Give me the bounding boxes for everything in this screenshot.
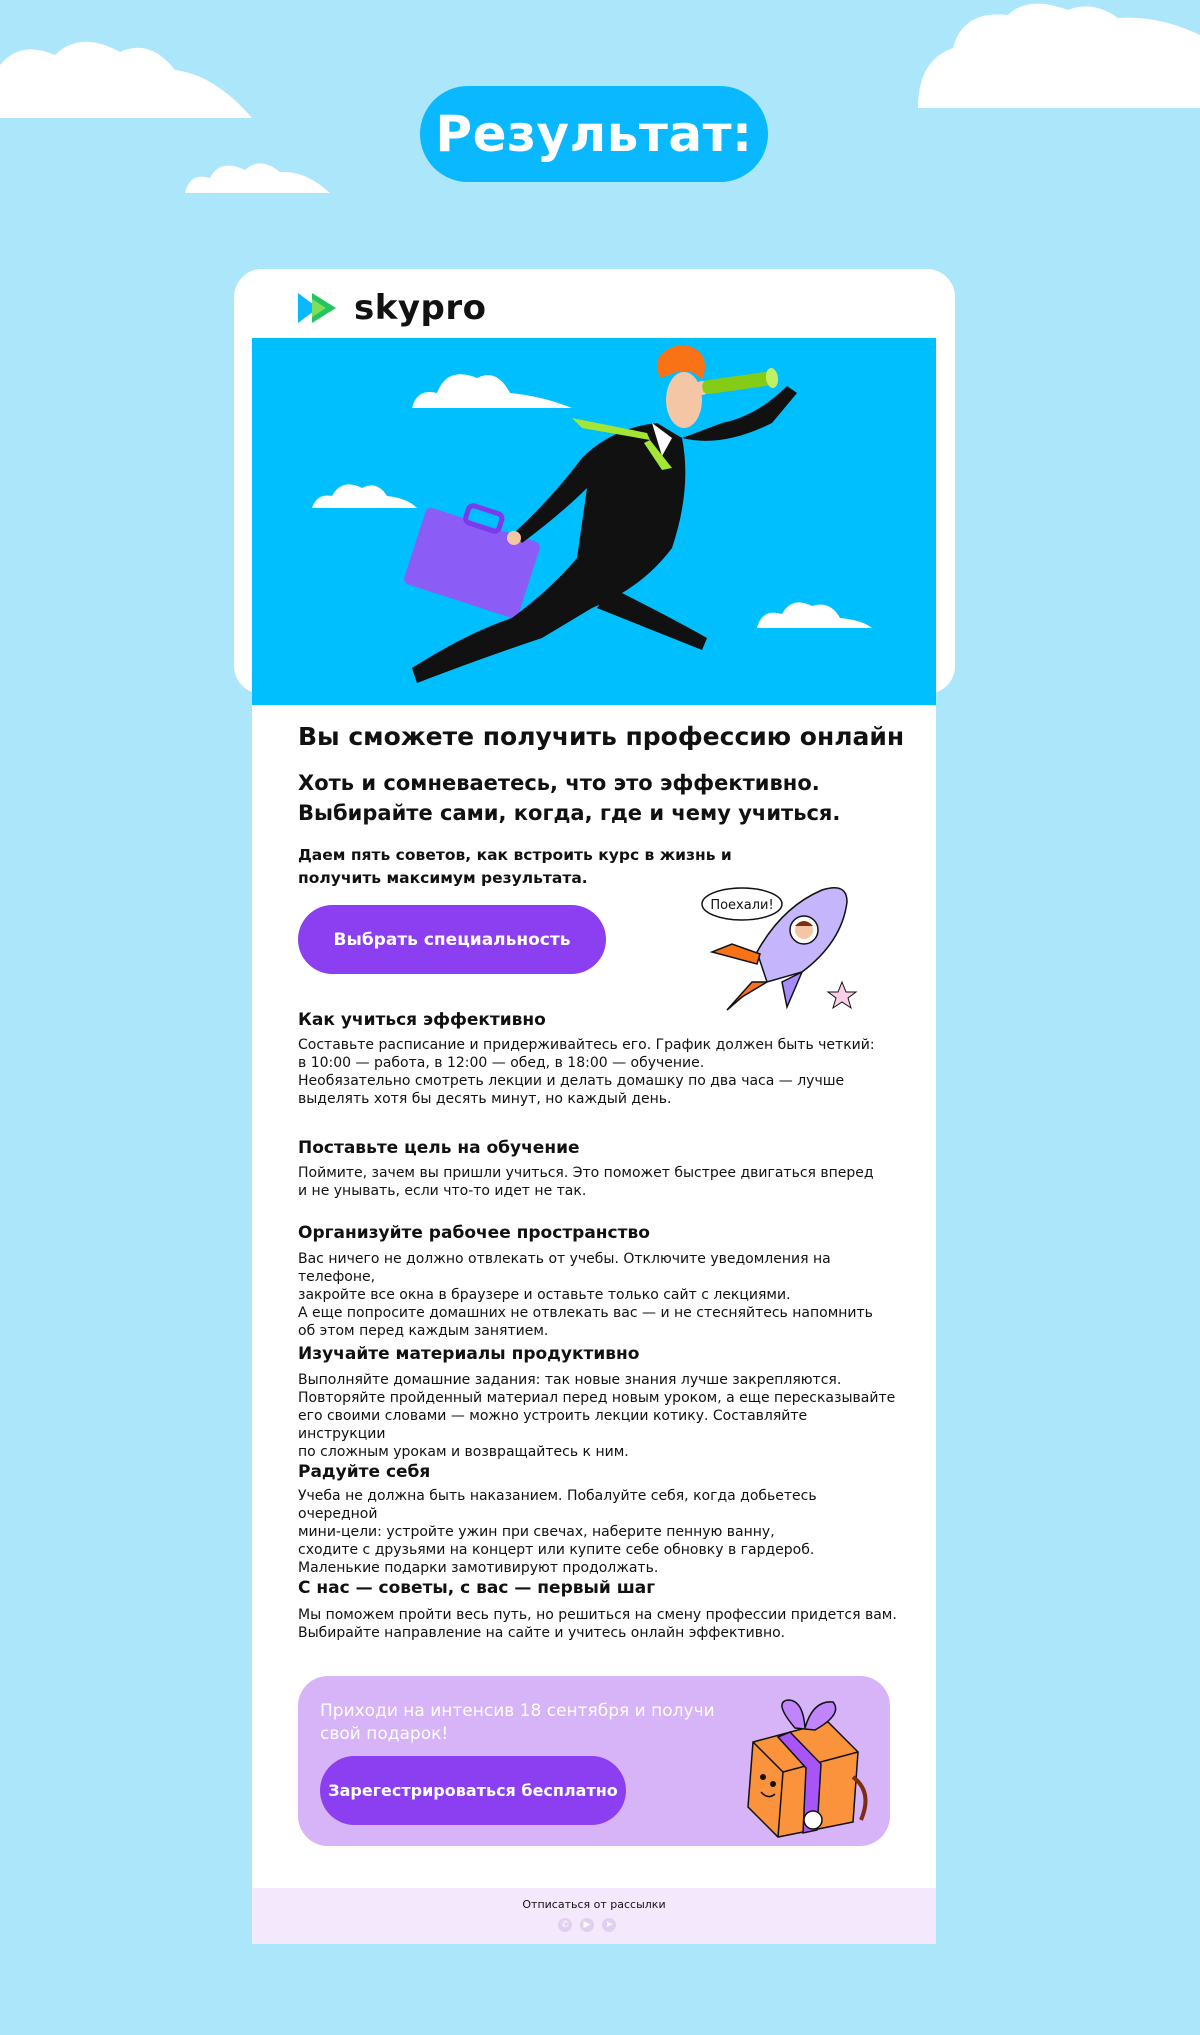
promo-text: Приходи на интенсив 18 сентября и получи свой подарок!	[320, 1701, 715, 1744]
subheadline-line-1: Хоть и сомневаетесь, что это эффективно.	[298, 771, 820, 795]
promo-block	[298, 1676, 890, 1846]
gift-box-illustration	[733, 1692, 873, 1842]
brand-name: skypro	[354, 288, 487, 328]
rocket-bubble-text: Поехали!	[710, 898, 774, 913]
tip-body: Вас ничего не должно отвлекать от учебы. Отключите уведомления на телефоне, закройте все окна в браузере и оставьте только сайт с лекциями. А еще попросите домашних не отвлекать вас — и не стесняйтесь напомнить об этом перед каждым занятием.	[298, 1251, 873, 1339]
tip-body: Выполняйте домашние задания: так новые знания лучше закрепляются. Повторяйте пройденный материал перед новым уроком, а еще пересказывайте его своими словами — можно устроить лекции котику. Составляйте инструкции по сложным урокам и возвращайтесь к ним.	[298, 1372, 896, 1460]
unsubscribe-link[interactable]: Отписаться от рассылки	[522, 1898, 666, 1911]
cloud-small-decoration	[180, 150, 340, 195]
rocket-illustration	[672, 882, 872, 1012]
tip-title: С нас — советы, с вас — первый шаг	[298, 1578, 656, 1598]
tip-body: Учеба не должна быть наказанием. Побалуйте себя, когда добьетесь очередной мини-цели: устройте ужин при свечах, наберите пенную ванну, сходите с друзьями на концерт или купите себе обновку в гардероб. Маленькие подарки замотивируют продолжать.	[298, 1488, 817, 1576]
tip-body: Поймите, зачем вы пришли учиться. Это поможет быстрее двигаться вперед и не унывать, если что-то идет не так.	[298, 1165, 874, 1199]
tip-title: Радуйте себя	[298, 1462, 431, 1482]
email-subheadline	[298, 768, 840, 828]
social-links	[558, 1918, 616, 1932]
cloud-left-decoration	[0, 30, 260, 120]
tip-title: Как учиться эффективно	[298, 1010, 546, 1030]
tip-title: Изучайте материалы продуктивно	[298, 1344, 640, 1364]
subheadline-line-2: Выбирайте сами, когда, где и чему учиться.	[298, 801, 841, 825]
email-footer	[252, 1888, 936, 1944]
tip-title: Организуйте рабочее пространство	[298, 1223, 650, 1243]
cloud-right-decoration	[918, 0, 1200, 110]
email-intro: Даем пять советов, как встроить курс в жизнь и получить максимум результата.	[298, 846, 732, 887]
whatsapp-icon[interactable]: ✆	[558, 1918, 572, 1932]
skypro-play-icon	[298, 291, 342, 325]
skypro-logo[interactable]	[298, 288, 486, 328]
tip-body: Составьте расписание и придерживайтесь его. График должен быть четкий: в 10:00 — работа, в 12:00 — обед, в 18:00 — обучение. Необязательно смотреть лекции и делать домашку по два часа — лучше выделять хотя бы десять минут, но каждый день.	[298, 1037, 875, 1107]
register-free-button[interactable]: Зарегестрироваться бесплатно	[320, 1756, 626, 1825]
email-body	[252, 338, 936, 1944]
youtube-icon[interactable]: ▶	[580, 1918, 594, 1932]
choose-specialty-button[interactable]: Выбрать специальность	[298, 905, 606, 974]
email-headline: Вы сможете получить профессию онлайн	[298, 722, 905, 751]
tip-title: Поставьте цель на обучение	[298, 1138, 580, 1158]
tip-body: Мы поможем пройти весь путь, но решиться на смену профессии придется вам. Выбирайте направление на сайте и учитесь онлайн эффективно.	[298, 1607, 897, 1641]
telegram-icon[interactable]: ➤	[602, 1918, 616, 1932]
flying-businessman-illustration	[252, 338, 936, 705]
hero-illustration	[252, 338, 936, 705]
result-label: Результат:	[420, 86, 768, 182]
